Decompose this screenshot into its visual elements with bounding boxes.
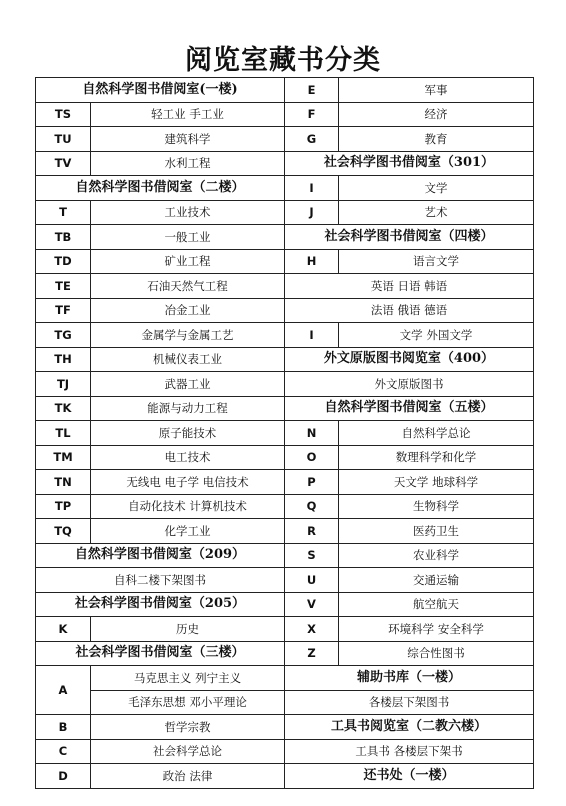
class-code-cell: I	[285, 323, 339, 348]
room-header-cell: 社会科学图书借阅室（三楼）	[36, 641, 285, 666]
category-cell: 冶金工业	[91, 298, 285, 323]
class-code-cell: TF	[36, 298, 91, 323]
category-cell: 一般工业	[91, 225, 285, 250]
table-row	[36, 347, 534, 372]
category-cell: 建筑科学	[91, 127, 285, 152]
class-code-cell: S	[285, 543, 339, 568]
class-code-cell: F	[285, 102, 339, 127]
class-code-cell: K	[36, 617, 91, 642]
class-code-cell: E	[285, 78, 339, 103]
table-row	[36, 445, 534, 470]
category-cell: 经济	[339, 102, 534, 127]
table-row	[36, 690, 534, 715]
table-row	[36, 176, 534, 201]
category-cell: 金属学与金属工艺	[91, 323, 285, 348]
class-code-cell: X	[285, 617, 339, 642]
category-cell: 工业技术	[91, 200, 285, 225]
table-row	[36, 494, 534, 519]
category-cell: 农业科学	[339, 543, 534, 568]
table-row	[36, 372, 534, 397]
room-header-cell: 自然科学图书借阅室(一楼)	[36, 78, 285, 103]
class-code-cell: TQ	[36, 519, 91, 544]
page-title: 阅览室藏书分类	[185, 45, 381, 76]
class-code-cell: J	[285, 200, 339, 225]
room-header-cell: 还书处（一楼）	[285, 764, 534, 789]
category-cell: 马克思主义 列宁主义	[91, 666, 285, 691]
table-row	[36, 421, 534, 446]
room-header-cell: 自然科学图书借阅室（五楼）	[285, 396, 534, 421]
category-cell: 军事	[339, 78, 534, 103]
category-cell: 天文学 地球科学	[339, 470, 534, 495]
table-row	[36, 225, 534, 250]
category-cell: 能源与动力工程	[91, 396, 285, 421]
room-header-cell: 自然科学图书借阅室（二楼）	[36, 176, 285, 201]
class-code-cell: P	[285, 470, 339, 495]
class-code-cell: TL	[36, 421, 91, 446]
table-row	[36, 617, 534, 642]
table-row	[36, 666, 534, 691]
category-cell: 电工技术	[91, 445, 285, 470]
category-cell: 艺术	[339, 200, 534, 225]
table-row	[36, 274, 534, 299]
category-cell: 政治 法律	[91, 764, 285, 789]
table-row	[36, 568, 534, 593]
class-code-cell: B	[36, 715, 91, 740]
room-header-cell: 辅助书库（一楼）	[285, 666, 534, 691]
category-cell: 轻工业 手工业	[91, 102, 285, 127]
category-cell: 数理科学和化学	[339, 445, 534, 470]
category-cell: 文学	[339, 176, 534, 201]
category-cell: 各楼层下架图书	[285, 690, 534, 715]
category-cell: 自动化技术 计算机技术	[91, 494, 285, 519]
category-cell: 无线电 电子学 电信技术	[91, 470, 285, 495]
class-code-cell: I	[285, 176, 339, 201]
category-cell: 毛泽东思想 邓小平理论	[91, 690, 285, 715]
category-cell: 机械仪表工业	[91, 347, 285, 372]
category-cell: 综合性图书	[339, 641, 534, 666]
table-row	[36, 127, 534, 152]
table-row	[36, 102, 534, 127]
category-cell: 自科二楼下架图书	[36, 568, 285, 593]
class-code-cell: TJ	[36, 372, 91, 397]
table-row	[36, 543, 534, 568]
class-code-cell: TH	[36, 347, 91, 372]
room-header-cell: 工具书阅览室（二教六楼）	[285, 715, 534, 740]
class-code-cell: Z	[285, 641, 339, 666]
category-cell: 教育	[339, 127, 534, 152]
table-row	[36, 764, 534, 789]
room-header-cell: 社会科学图书借阅室（205）	[36, 592, 285, 617]
category-cell: 自然科学总论	[339, 421, 534, 446]
table-row	[36, 641, 534, 666]
class-code-cell: TP	[36, 494, 91, 519]
category-cell: 生物科学	[339, 494, 534, 519]
class-code-cell: TB	[36, 225, 91, 250]
class-code-cell: TS	[36, 102, 91, 127]
classification-table	[35, 77, 534, 789]
class-code-cell: N	[285, 421, 339, 446]
category-cell: 哲学宗教	[91, 715, 285, 740]
class-code-cell: V	[285, 592, 339, 617]
room-header-cell: 外文原版图书阅览室（400）	[285, 347, 534, 372]
class-code-cell: U	[285, 568, 339, 593]
table-row	[36, 249, 534, 274]
table-row	[36, 715, 534, 740]
category-cell: 医药卫生	[339, 519, 534, 544]
category-cell: 原子能技术	[91, 421, 285, 446]
class-code-cell: O	[285, 445, 339, 470]
category-cell: 英语 日语 韩语	[285, 274, 534, 299]
category-cell: 社会科学总论	[91, 739, 285, 764]
table-row	[36, 739, 534, 764]
class-code-cell: G	[285, 127, 339, 152]
class-code-cell: TK	[36, 396, 91, 421]
category-cell: 化学工业	[91, 519, 285, 544]
class-code-cell: R	[285, 519, 339, 544]
table-row	[36, 200, 534, 225]
class-code-cell: Q	[285, 494, 339, 519]
class-code-cell: C	[36, 739, 91, 764]
room-header-cell: 社会科学图书借阅室（四楼）	[285, 225, 534, 250]
classification-table-body	[36, 78, 534, 789]
table-row	[36, 470, 534, 495]
class-code-cell: TU	[36, 127, 91, 152]
table-row	[36, 519, 534, 544]
category-cell: 文学 外国文学	[339, 323, 534, 348]
category-cell: 水利工程	[91, 151, 285, 176]
table-row	[36, 78, 534, 103]
category-cell: 航空航天	[339, 592, 534, 617]
class-code-cell: H	[285, 249, 339, 274]
category-cell: 外文原版图书	[285, 372, 534, 397]
category-cell: 语言文学	[339, 249, 534, 274]
room-header-cell: 社会科学图书借阅室（301）	[285, 151, 534, 176]
table-row	[36, 151, 534, 176]
class-code-cell: TD	[36, 249, 91, 274]
table-row	[36, 323, 534, 348]
class-code-cell: TV	[36, 151, 91, 176]
table-row	[36, 396, 534, 421]
class-code-cell: T	[36, 200, 91, 225]
category-cell: 武器工业	[91, 372, 285, 397]
category-cell: 交通运输	[339, 568, 534, 593]
category-cell: 工具书 各楼层下架书	[285, 739, 534, 764]
category-cell: 历史	[91, 617, 285, 642]
class-code-cell: TE	[36, 274, 91, 299]
category-cell: 矿业工程	[91, 249, 285, 274]
table-row	[36, 592, 534, 617]
class-code-cell: TM	[36, 445, 91, 470]
category-cell: 法语 俄语 德语	[285, 298, 534, 323]
class-code-cell: A	[36, 666, 91, 715]
category-cell: 石油天然气工程	[91, 274, 285, 299]
room-header-cell: 自然科学图书借阅室（209）	[36, 543, 285, 568]
class-code-cell: TG	[36, 323, 91, 348]
table-row	[36, 298, 534, 323]
category-cell: 环境科学 安全科学	[339, 617, 534, 642]
class-code-cell: TN	[36, 470, 91, 495]
class-code-cell: D	[36, 764, 91, 789]
